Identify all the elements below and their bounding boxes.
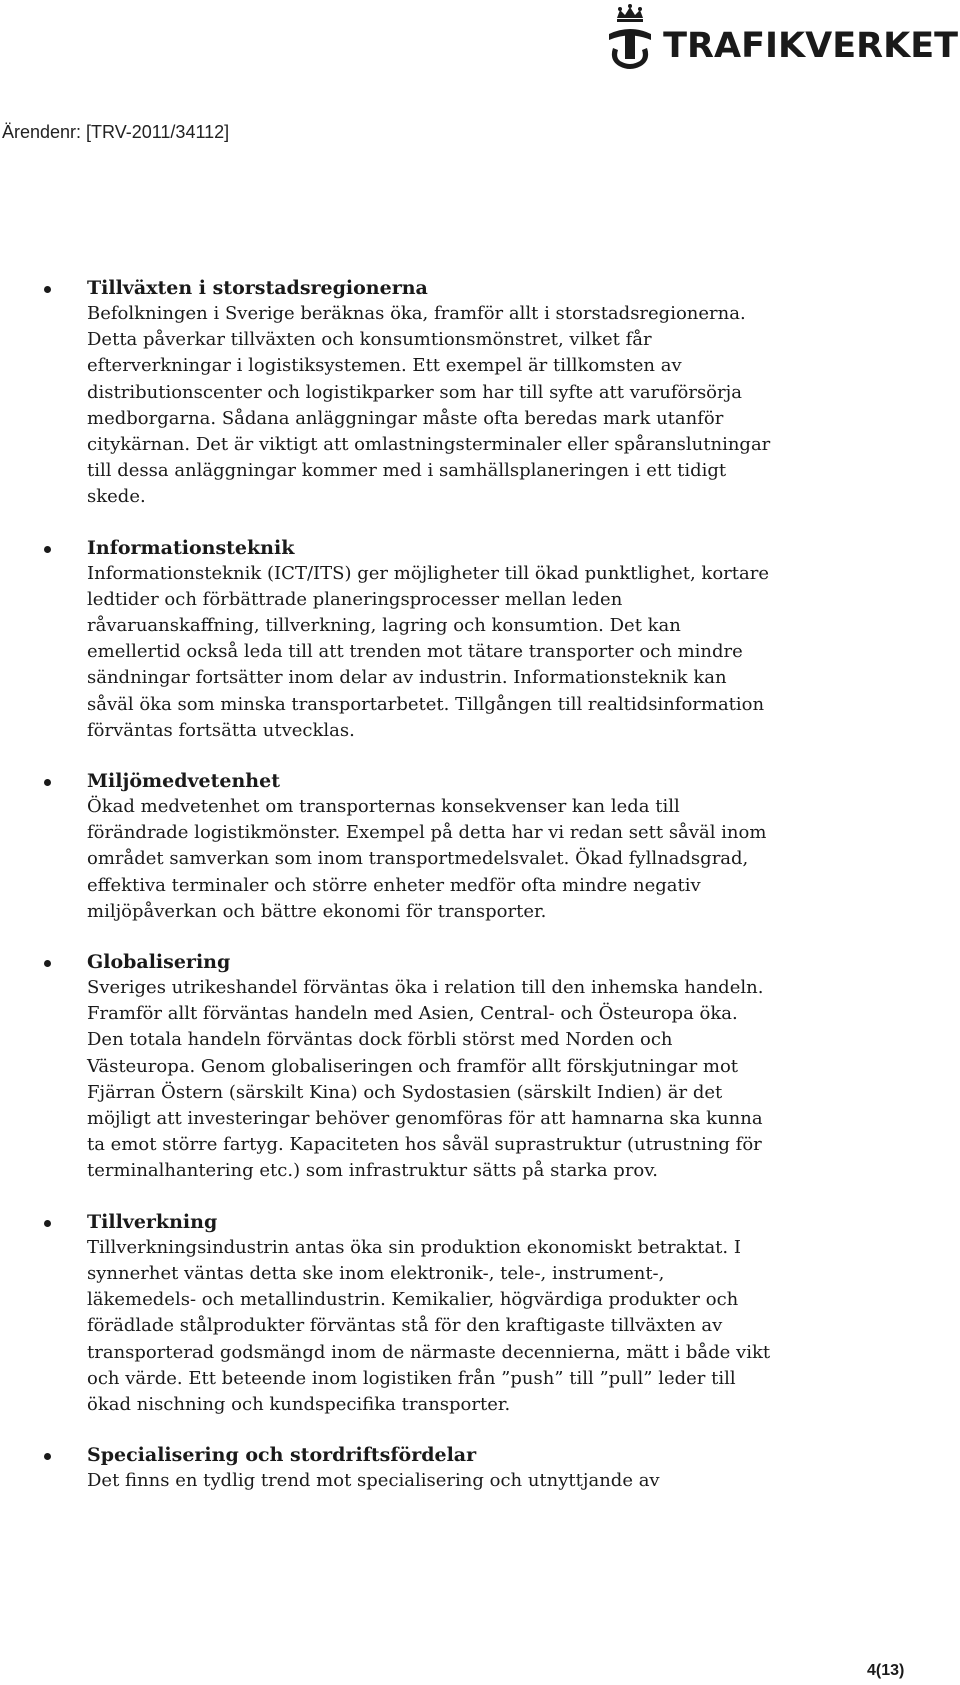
section-paragraph	[87, 301, 924, 511]
section-heading: Specialisering och stordriftsfördelar	[87, 1444, 477, 1467]
bullet-icon	[44, 286, 51, 293]
list-item	[44, 949, 924, 1185]
bullet-icon	[44, 1453, 51, 1460]
list-item	[44, 1442, 924, 1494]
list-item	[44, 275, 924, 511]
bullet-icon	[44, 546, 51, 553]
section-heading: Tillväxten i storstadsregionerna	[87, 277, 428, 299]
text-line: läkemedels- och metallindustrin. Kemikalier, högvärdiga produkter och	[87, 1289, 739, 1311]
text-line: förändrade logistikmönster. Exempel på detta har vi redan sett såväl inom	[87, 822, 767, 844]
text-line: Sveriges utrikeshandel förväntas öka i relation till den inhemska handeln.	[87, 977, 764, 999]
case-number: Ärendenr: [TRV-2011/34112]	[2, 122, 230, 142]
text-line: ta emot större fartyg. Kapaciteten hos såväl suprastruktur (utrustning för	[87, 1134, 762, 1156]
text-line: miljöpåverkan och bättre ekonomi för transporter.	[87, 900, 547, 922]
text-line: effektiva terminaler och större enheter medför ofta mindre negativ	[87, 874, 701, 896]
text-line: emellertid också leda till att trenden mot tätare transporter och mindre	[87, 641, 743, 663]
text-line: till dessa anläggningar kommer med i samhällsplaneringen i ett tidigt	[87, 460, 727, 482]
text-line: terminalhantering etc.) som infrastruktur sätts på starka prov.	[87, 1160, 659, 1182]
text-line: förväntas fortsätta utvecklas.	[87, 719, 355, 741]
section-heading: Tillverkning	[87, 1210, 218, 1233]
text-line: distributionscenter och logistikparker som har till syfte att varuförsörja	[87, 381, 742, 403]
text-line: skede.	[87, 486, 146, 508]
text-line: Det finns en tydlig trend mot specialisering och utnyttjande av	[87, 1470, 660, 1492]
crown-t-icon	[605, 4, 655, 74]
text-line: råvaruanskaffning, tillverkning, lagring och konsumtion. Det kan	[87, 615, 681, 637]
bullet-icon	[44, 1220, 51, 1227]
text-line: synnerhet väntas detta ske inom elektronik-, tele-, instrument-,	[87, 1262, 665, 1284]
text-line: citykärnan. Det är viktigt att omlastningsterminaler eller spåranslutningar	[87, 434, 771, 456]
text-line: och värde. Ett beteende inom logistiken från ”push” till ”pull” leder till	[87, 1367, 736, 1389]
document-body	[44, 275, 924, 1518]
trafikverket-logo	[605, 4, 958, 74]
text-line: ledtider och förbättrade planeringsprocesser mellan leden	[87, 588, 623, 610]
text-line: förädlade stålprodukter förväntas stå för den kraftigaste tillväxten av	[87, 1315, 723, 1337]
text-line: ökad nischning och kundspecifika transporter.	[87, 1393, 511, 1415]
text-line: Västeuropa. Genom globaliseringen och framför allt förskjutningar mot	[87, 1055, 739, 1077]
list-item	[44, 535, 924, 744]
page-number: 4(13)	[867, 1662, 905, 1679]
bullet-icon	[44, 960, 51, 967]
section-heading: Globalisering	[87, 951, 231, 974]
text-line: medborgarna. Sådana anläggningar måste ofta beredas mark utanför	[87, 407, 724, 429]
section-paragraph	[87, 1468, 924, 1494]
text-line: Befolkningen i Sverige beräknas öka, framför allt i storstadsregionerna.	[87, 303, 746, 324]
text-line: Tillverkningsindustrin antas öka sin produktion ekonomiskt betraktat. I	[87, 1236, 741, 1258]
text-line: Detta påverkar tillväxten och konsumtionsmönstret, vilket får	[87, 329, 652, 351]
text-line: området samverkan som inom transportmedelsvalet. Ökad fyllnadsgrad,	[87, 848, 749, 870]
text-line: efterverkningar i logistiksystemen. Ett exempel är tillkomsten av	[87, 355, 682, 377]
section-paragraph	[87, 794, 924, 925]
text-line: sändningar fortsätter inom delar av industrin. Informationsteknik kan	[87, 667, 727, 689]
text-line: såväl öka som minska transportarbetet. Tillgången till realtidsinformation	[87, 693, 765, 715]
text-line: Informationsteknik (ICT/ITS) ger möjligheter till ökad punktlighet, kortare	[87, 562, 770, 584]
list-item	[44, 768, 924, 925]
section-paragraph	[87, 561, 924, 744]
text-line: transporterad godsmängd inom de närmaste decennierna, mätt i både vikt	[87, 1341, 771, 1363]
bullet-icon	[44, 779, 51, 786]
text-line: Ökad medvetenhet om transporternas konsekvenser kan leda till	[87, 796, 680, 818]
text-line: Den totala handeln förväntas dock förbli störst med Norden och	[87, 1029, 673, 1051]
section-paragraph	[87, 975, 924, 1185]
text-line: Fjärran Östern (särskilt Kina) och Sydostasien (särskilt Indien) är det	[87, 1081, 723, 1103]
section-heading: Informationsteknik	[87, 536, 295, 559]
list-item	[44, 1209, 924, 1418]
section-heading: Miljömedvetenhet	[87, 770, 280, 793]
section-paragraph	[87, 1235, 924, 1418]
text-line: Framför allt förväntas handeln med Asien, Central- och Östeuropa öka.	[87, 1003, 738, 1025]
text-line: möjligt att investeringar behöver genomföras för att hamnarna ska kunna	[87, 1108, 763, 1130]
logo-wordmark: TRAFIKVERKET	[663, 25, 958, 66]
